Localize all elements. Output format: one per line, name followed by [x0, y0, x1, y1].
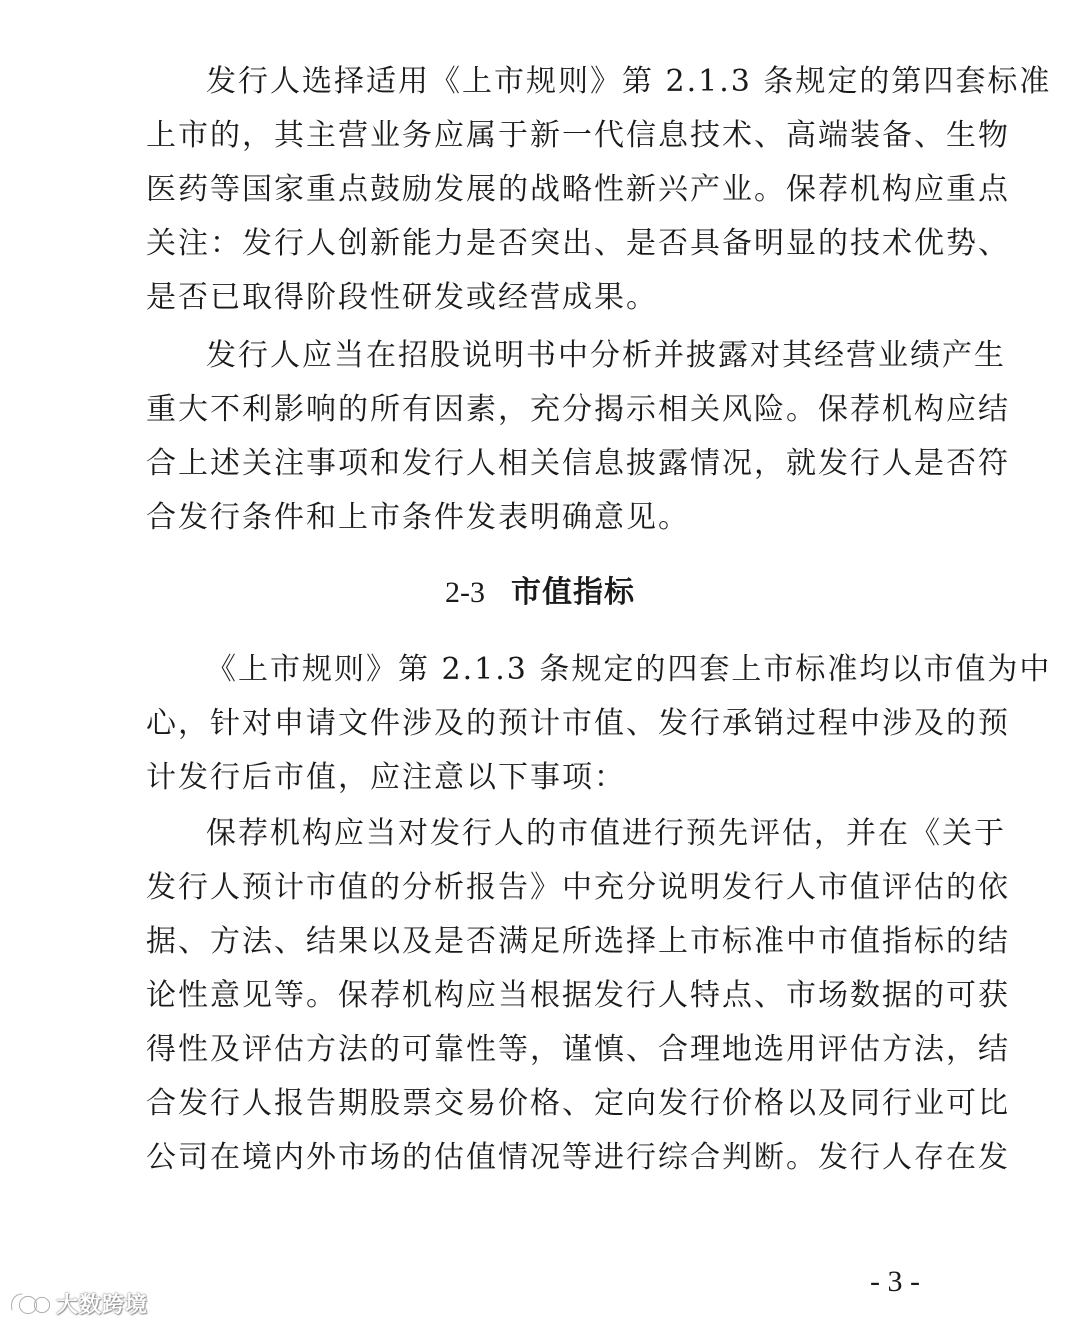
- paragraph-4-line-7: 公司在境内外市场的估值情况等进行综合判断。发行人存在发: [146, 1140, 1010, 1175]
- paragraph-4-line-1: 保荐机构应当对发行人的市值进行预先评估，并在《关于: [206, 816, 1006, 851]
- section-heading-number: 2-3: [445, 576, 485, 609]
- watermark: [6, 1286, 148, 1320]
- paragraph-3-line-3: 计发行后市值，应注意以下事项：: [146, 760, 626, 795]
- paragraph-1-line-2: 上市的，其主营业务应属于新一代信息技术、高端装备、生物: [146, 118, 1010, 153]
- paragraph-1-line-5: 是否已取得阶段性研发或经营成果。: [146, 280, 658, 315]
- section-heading-title: 市值指标: [511, 575, 635, 610]
- paragraph-4-line-4: 论性意见等。保荐机构应当根据发行人特点、市场数据的可获: [146, 978, 1010, 1013]
- paragraph-3-line-2: 心，针对申请文件涉及的预计市值、发行承销过程中涉及的预: [146, 706, 1010, 741]
- watermark-text: 大数跨境: [56, 1292, 149, 1318]
- section-heading: [0, 572, 1080, 614]
- paragraph-2-line-4: 合发行条件和上市条件发表明确意见。: [146, 500, 690, 535]
- paragraph-2-line-3: 合上述关注事项和发行人相关信息披露情况，就发行人是否符: [146, 446, 1010, 481]
- paragraph-4-line-2: 发行人预计市值的分析报告》中充分说明发行人市值评估的依: [146, 870, 1010, 905]
- paragraph-1-line-1: 发行人选择适用《上市规则》第 2.1.3 条规定的第四套标准: [206, 64, 1052, 99]
- paragraph-4-line-5: 得性及评估方法的可靠性等，谨慎、合理地选用评估方法，结: [146, 1032, 1010, 1067]
- paragraph-1-line-4: 关注：发行人创新能力是否突出、是否具备明显的技术优势、: [146, 226, 1010, 261]
- weibo-style-logo-icon: [6, 1288, 52, 1318]
- paragraph-4-line-3: 据、方法、结果以及是否满足所选择上市标准中市值指标的结: [146, 924, 1010, 959]
- paragraph-3-line-1: 《上市规则》第 2.1.3 条规定的四套上市标准均以市值为中: [206, 652, 1052, 687]
- paragraph-2-line-2: 重大不利影响的所有因素，充分揭示相关风险。保荐机构应结: [146, 392, 1010, 427]
- paragraph-2-line-1: 发行人应当在招股说明书中分析并披露对其经营业绩产生: [206, 338, 1006, 373]
- paragraph-1-line-3: 医药等国家重点鼓励发展的战略性新兴产业。保荐机构应重点: [146, 172, 1010, 207]
- page-number: - 3 -: [870, 1265, 920, 1298]
- paragraph-4-line-6: 合发行人报告期股票交易价格、定向发行价格以及同行业可比: [146, 1086, 1010, 1121]
